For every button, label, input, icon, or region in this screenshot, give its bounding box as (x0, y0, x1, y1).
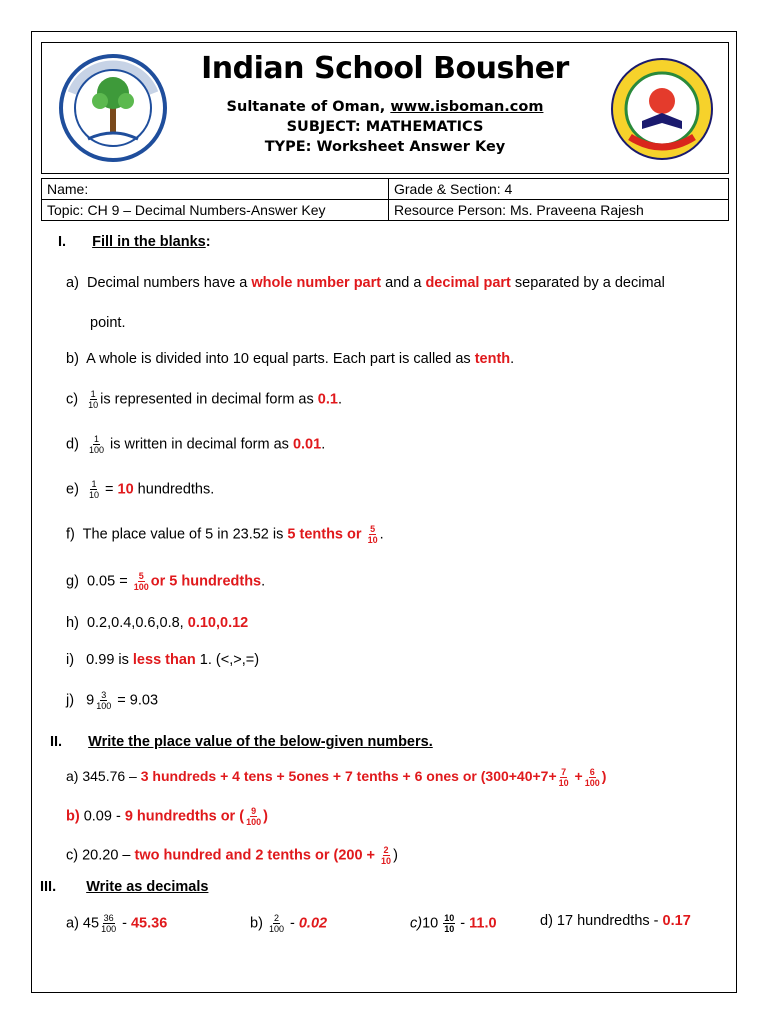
item-3c: c)10 $\frac{10}{10}$ - 11.0 (410, 913, 497, 934)
section-1-heading: I. Fill in the blanks: (58, 234, 211, 250)
school-location: Sultanate of Oman, www.isboman.com (226, 99, 544, 115)
header-box (41, 42, 729, 174)
item-1b: b) A whole is divided into 10 equal parts. Each part is called as tenth. (66, 351, 515, 367)
cbse-seal-icon (610, 57, 714, 161)
fraction: $\frac{1}{10}$ (88, 389, 99, 410)
type-line: TYPE: Worksheet Answer Key (264, 139, 506, 155)
resource-person-cell: Resource Person: Ms. Praveena Rajesh (389, 200, 729, 221)
name-cell[interactable]: Name: (42, 179, 389, 200)
fraction: $\frac{3}{100}$ (96, 690, 112, 711)
fraction: $\frac{10}{10}$ (444, 913, 455, 934)
item-1a: a) Decimal numbers have a whole number part and a decimal part separated by a decimal (66, 275, 665, 291)
item-3a: a) 45 $\frac{36}{100}$ - 45.36 (66, 913, 168, 934)
fraction: $\frac{1}{10}$ (88, 479, 99, 500)
fraction: $\frac{5}{10}$ (367, 524, 378, 545)
item-1h: h) 0.2,0.4,0.6,0.8, 0.10,0.12 (66, 615, 249, 631)
section-3-heading: III. Write as decimals (40, 879, 209, 895)
website-link[interactable]: www.isboman.com (390, 99, 544, 115)
item-2b: b) 0.09 - 9 hundredths or ( $\frac{9}{100}$ ) (66, 806, 268, 827)
item-1d: d) $\frac{1}{100}$ is written in decimal form as 0.01. (66, 434, 326, 455)
item-3b: b) $\frac{2}{100}$ - 0.02 (250, 913, 328, 934)
item-1c: c) $\frac{1}{10}$ is represented in decimal form as 0.1. (66, 389, 342, 410)
student-info-table (41, 178, 729, 221)
fraction: $\frac{2}{10}$ (381, 845, 392, 866)
item-1j: j) 9 $\frac{3}{100}$ = 9.03 (66, 690, 159, 711)
item-1e: e) $\frac{1}{10}$ = 10 hundredths. (66, 479, 215, 500)
fraction: $\frac{9}{100}$ (246, 806, 262, 827)
item-1f: f) The place value of 5 in 23.52 is 5 tenths or $\frac{5}{10}$ . (66, 524, 384, 545)
fraction: $\frac{7}{10}$ (558, 767, 569, 788)
topic-cell: Topic: CH 9 – Decimal Numbers-Answer Key (42, 200, 389, 221)
item-1g: g) 0.05 = $\frac{5}{100}$ or 5 hundredths. (66, 571, 266, 592)
item-2c: c) 20.20 – two hundred and 2 tenths or (200 + $\frac{2}{10}$ ) (66, 845, 398, 866)
subject-line: SUBJECT: MATHEMATICS (286, 119, 484, 135)
fraction: $\frac{6}{100}$ (584, 767, 600, 788)
item-1i: i) 0.99 is less than 1. (<,>,=) (66, 652, 260, 668)
school-name: Indian School Bousher (201, 51, 569, 86)
fraction: $\frac{5}{100}$ (133, 571, 149, 592)
fraction: $\frac{2}{100}$ (268, 913, 284, 934)
section-2-heading: II. Write the place value of the below-given numbers. (50, 734, 433, 750)
fraction: $\frac{36}{100}$ (101, 913, 117, 934)
item-1a-continuation: point. (90, 315, 126, 331)
item-2a: a) 345.76 – 3 hundreds + 4 tens + 5ones + 7 tenths + 6 ones or (300+40+7+ $\frac{7}{10}$ + $\frac{6}{100}$ ) (66, 767, 607, 788)
item-3d: d) 17 hundredths - 0.17 (540, 913, 691, 929)
grade-cell: Grade & Section: 4 (389, 179, 729, 200)
fraction: $\frac{1}{100}$ (88, 434, 104, 455)
